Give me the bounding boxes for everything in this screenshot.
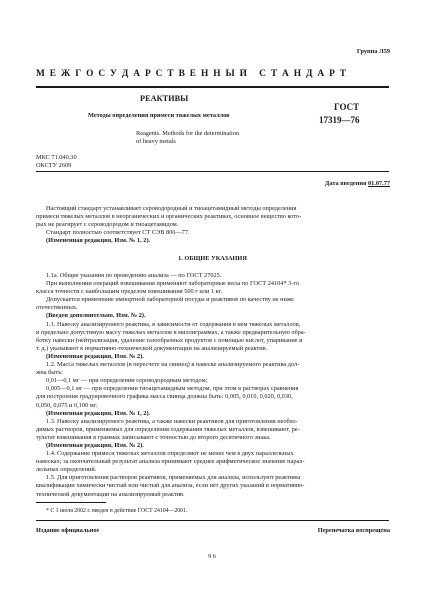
footer-rule — [36, 520, 389, 521]
body-text — [36, 272, 389, 499]
mks-code: МКС 71.040.30 — [36, 154, 77, 161]
body-line: т. д.) указывают в нормативно-технической документации на анализируемый реактив. — [36, 344, 268, 352]
title-english-2: of heavy metals — [136, 138, 176, 145]
intro-block — [36, 205, 389, 245]
intro-line: рых не реагирует с сероводородом и тиоацетамидом. — [36, 221, 179, 229]
gost-number: 17319—76 — [319, 115, 360, 125]
body-line: 0,01—0,1 мг — при определении сероводородным методом; — [46, 377, 208, 385]
footer-official-edition: Издание официальное — [36, 527, 100, 534]
effective-date-label: Дата введения — [325, 180, 367, 187]
effective-date — [325, 180, 390, 188]
body-line: 1.1. Навеску анализируемого реактива, в зависимости от содержания в нем тяжелых металлов, — [46, 320, 301, 328]
body-line: Допускается применение импортной лабораторной посуды и реактивов по качеству не ниже — [46, 296, 294, 304]
footnote-rule — [36, 502, 106, 503]
body-line: класса точности с наибольшим пределом взвешивания 500 г или 1 кг. — [36, 288, 223, 296]
body-line: и предельно допустимую массу тяжелых металлов в миллиграммах, а также предварительную обра- — [36, 328, 306, 336]
title-english-1: Reagents. Methods for the determination — [136, 130, 239, 137]
body-line: 1.4. Содержание примеси тяжелых металлов определяют не менее чем в двух параллельных — [46, 450, 294, 458]
amendment-note: (Введен дополнительно, Изм. № 2). — [46, 312, 146, 320]
intro-line: Настоящий стандарт устанавливает сероводородный и тиоацетамидный методы определения — [46, 205, 297, 212]
body-line: ботку навески (нейтрализация, удаление газообразных продуктов с помощью кислот, упаривание и — [36, 336, 303, 344]
body-line: квалификации химически чистый или чистый для анализа, если нет других указаний в нормативно- — [36, 482, 305, 490]
body-line: При выполнении операций взвешивания применяют лабораторные весы по ГОСТ 24104* 3-го — [46, 280, 299, 288]
body-line: 1.2. Масса тяжелых металлов (в пересчете на свинец) в навеске анализируемого реактива дол- — [46, 361, 300, 369]
body-line: 1.3. Навеску анализируемого реактива, а также навески реактивов для приготовления необхо- — [46, 417, 298, 425]
body-line: 0,050, 0,075 и 0,100 мг. — [36, 401, 98, 409]
title-main: РЕАКТИВЫ — [140, 94, 189, 103]
okstu-code: ОКСТУ 2609 — [36, 162, 72, 169]
body-line: зультат взвешивания в граммах записывают с точностью до второго десятичного знака. — [36, 433, 271, 441]
body-line: 1.5. Для приготовления растворов реактивов, применяемых для анализа, используют реактивы — [46, 474, 301, 482]
body-line: лельных определений. — [36, 466, 97, 474]
body-line: 0,005—0,1 мг — при определении тиоацетамидным методом, при этом в растворах сравнения — [46, 385, 299, 393]
footer-reprint-prohibited: Перепечатка воспрещена — [317, 527, 390, 534]
section-title: 1. ОБЩИЕ УКАЗАНИЯ — [178, 255, 247, 262]
intro-note: (Измененная редакция, Изм. № 1, 2). — [46, 237, 151, 245]
page-number: 9 6 — [208, 553, 216, 560]
group-label: Группа Л59 — [356, 48, 390, 55]
body-line: димых растворов, применяемых для определения содержания тяжелых металлов, взвешивают, ре- — [36, 425, 300, 433]
standard-banner: М Е Ж Г О С У Д А Р С Т В Е Н Н Ы Й С Т А Н Д А Р Т — [36, 69, 348, 79]
body-line: технической документации на анализируемый реактив. — [36, 490, 185, 498]
gost-label: ГОСТ — [334, 102, 360, 112]
intro-line: Стандарт полностью соответствует СТ СЭВ 806—77. — [46, 229, 190, 237]
body-line: для построения градуировочного графика масса свинца должна быть: 0,005, 0,010, 0,020, 0,030, — [36, 393, 293, 401]
body-line: навесках; за окончательный результат анализа принимают среднее арифметическое значение парал- — [36, 458, 305, 466]
amendment-note: (Измененная редакция, Изм. № 2). — [46, 441, 144, 449]
amendment-note: (Измененная редакция, Изм. № 2). — [46, 352, 144, 360]
effective-date-value: 01.07.77 — [367, 180, 390, 187]
footnote: * С 1 июля 2002 г. введен в действие ГОСТ 24104—2001. — [46, 508, 188, 514]
body-line: 1.1a. Общие указания по проведению анализа — по ГОСТ 27025. — [46, 272, 222, 279]
amendment-note: (Измененная редакция, Изм. № 1, 2). — [46, 409, 151, 417]
body-line: жна быть: — [36, 369, 63, 377]
title-sub: Методы определения примеси тяжелых металлов — [88, 112, 230, 119]
intro-line: примеси тяжелых металлов в неорганических и органических реактивах, основное вещество кото- — [36, 213, 302, 221]
body-line: отечественных. — [36, 304, 78, 312]
header-rule — [36, 171, 389, 172]
banner-rule — [36, 86, 389, 88]
